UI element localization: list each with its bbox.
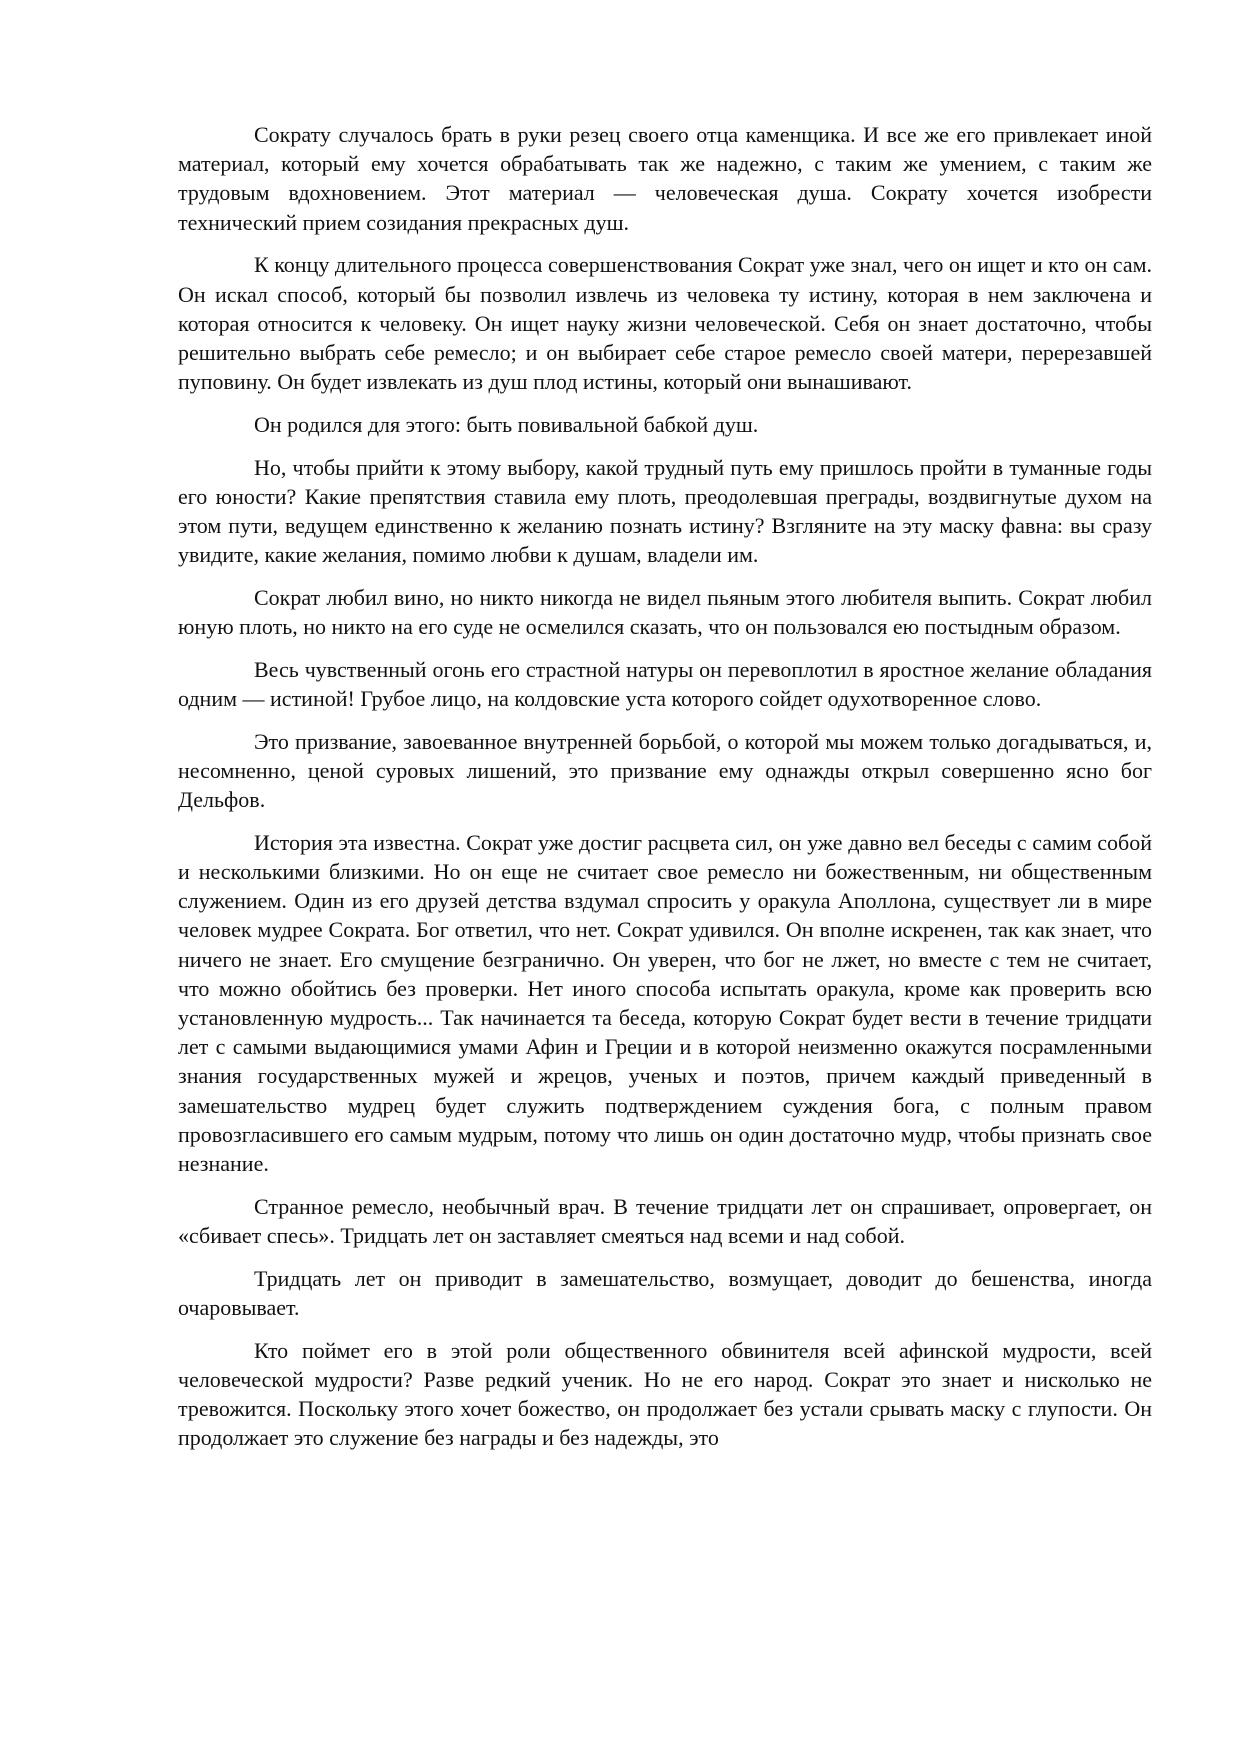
paragraph-1: Сократу случалось брать в руки резец своего отца каменщика. И все же его привлекает иной материал, который ему хочется обрабатывать так же надежно, с таким же умением, с таким же трудовым вдохновением. Этот материал — человеческая душа. Сократу хочется изобрести технический прием созидания прекрасных душ. <box>178 122 1152 235</box>
paragraph-2: К концу длительного процесса совершенствования Сократ уже знал, чего он ищет и кто он сам. Он искал способ, который бы позволил извлечь из человека ту истину, которая в нем заключена и которая относится к человеку. Он ищет науку жизни человеческой. Себя он знает достаточно, чтобы решительно выбрать себе ремесло; и он выбирает себе старое ремесло своей матери, перерезавшей пуповину. Он будет извлекать из душ плод истины, который они вынашивают. <box>178 252 1152 395</box>
paragraph-4: Но, чтобы прийти к этому выбору, какой трудный путь ему пришлось пройти в туманные годы его юности? Какие препятствия ставила ему плоть, преодолевшая преграды, воздвигнутые духом на этом пути, ведущем единственно к желанию познать истину? Взгляните на эту маску фавна: вы сразу увидите, какие желания, помимо любви к душам, владели им. <box>178 454 1152 568</box>
text-body <box>178 120 1152 1466</box>
paragraph-3: Он родился для этого: быть повивальной бабкой душ. <box>254 411 759 437</box>
paragraph-7: Это призвание, завоеванное внутренней борьбой, о которой мы можем только догадываться, и, несомненно, ценой суровых лишений, это призвание ему однажды открыл совершенно ясно бог Дельфов. <box>178 728 1152 813</box>
paragraph-9: Странное ремесло, необычный врач. В течение тридцати лет он спрашивает, опровергает, он «сбивает спесь». Тридцать лет он заставляет смеяться над всеми и над собой. <box>178 1193 1152 1248</box>
paragraph-10: Тридцать лет он приводит в замешательство, возмущает, доводит до бешенства, иногда очаровывает. <box>178 1265 1152 1320</box>
paragraph-6: Весь чувственный огонь его страстной натуры он перевоплотил в яростное желание обладания одним — истиной! Грубое лицо, на колдовские уста которого сойдет одухотворенное слово. <box>178 656 1152 711</box>
paragraph-5: Сократ любил вино, но никто никогда не видел пьяным этого любителя выпить. Сократ любил юную плоть, но никто на его суде не осмелился сказать, что он пользовался ею постыдным образом. <box>178 584 1152 640</box>
paragraph-8: История эта известна. Сократ уже достиг расцвета сил, он уже давно вел беседы с самим собой и несколькими близкими. Но он еще не считает свое ремесло ни божественным, ни общественным служением. Один из его друзей детства вздумал спросить у оракула Аполлона, существует ли в мире человек мудрее Сократа. Бог ответил, что нет. Сократ удивился. Он вполне искренен, так как знает, что ничего не знает. Его смущение безгранично. Он уверен, что бог не лжет, но вместе с тем не считает, что можно обойтись без проверки. Нет иного способа испытать оракула, кроме как проверить всю установленную мудрость... Так начинается та беседа, которую Сократ будет вести в течение тридцати лет с самыми выдающимися умами Афин и Греции и в которой неизменно окажутся посрамленными знания государственных мужей и жрецов, ученых и поэтов, причем каждый приведенный в замешательство мудрец будет служить подтверждением суждения бога, с полным правом провозгласившего его самым мудрым, потому что лишь он один достаточно мудр, чтобы признать свое незнание. <box>178 829 1152 1176</box>
paragraph-11: Кто поймет его в этой роли общественного обвинителя всей афинской мудрости, всей человеческой мудрости? Разве редкий ученик. Но не его народ. Сократ это знает и нисколько не тревожится. Поскольку этого хочет божество, он продолжает без устали срывать маску с глупости. Он продолжает это служение без награды и без надежды, это <box>178 1337 1152 1451</box>
